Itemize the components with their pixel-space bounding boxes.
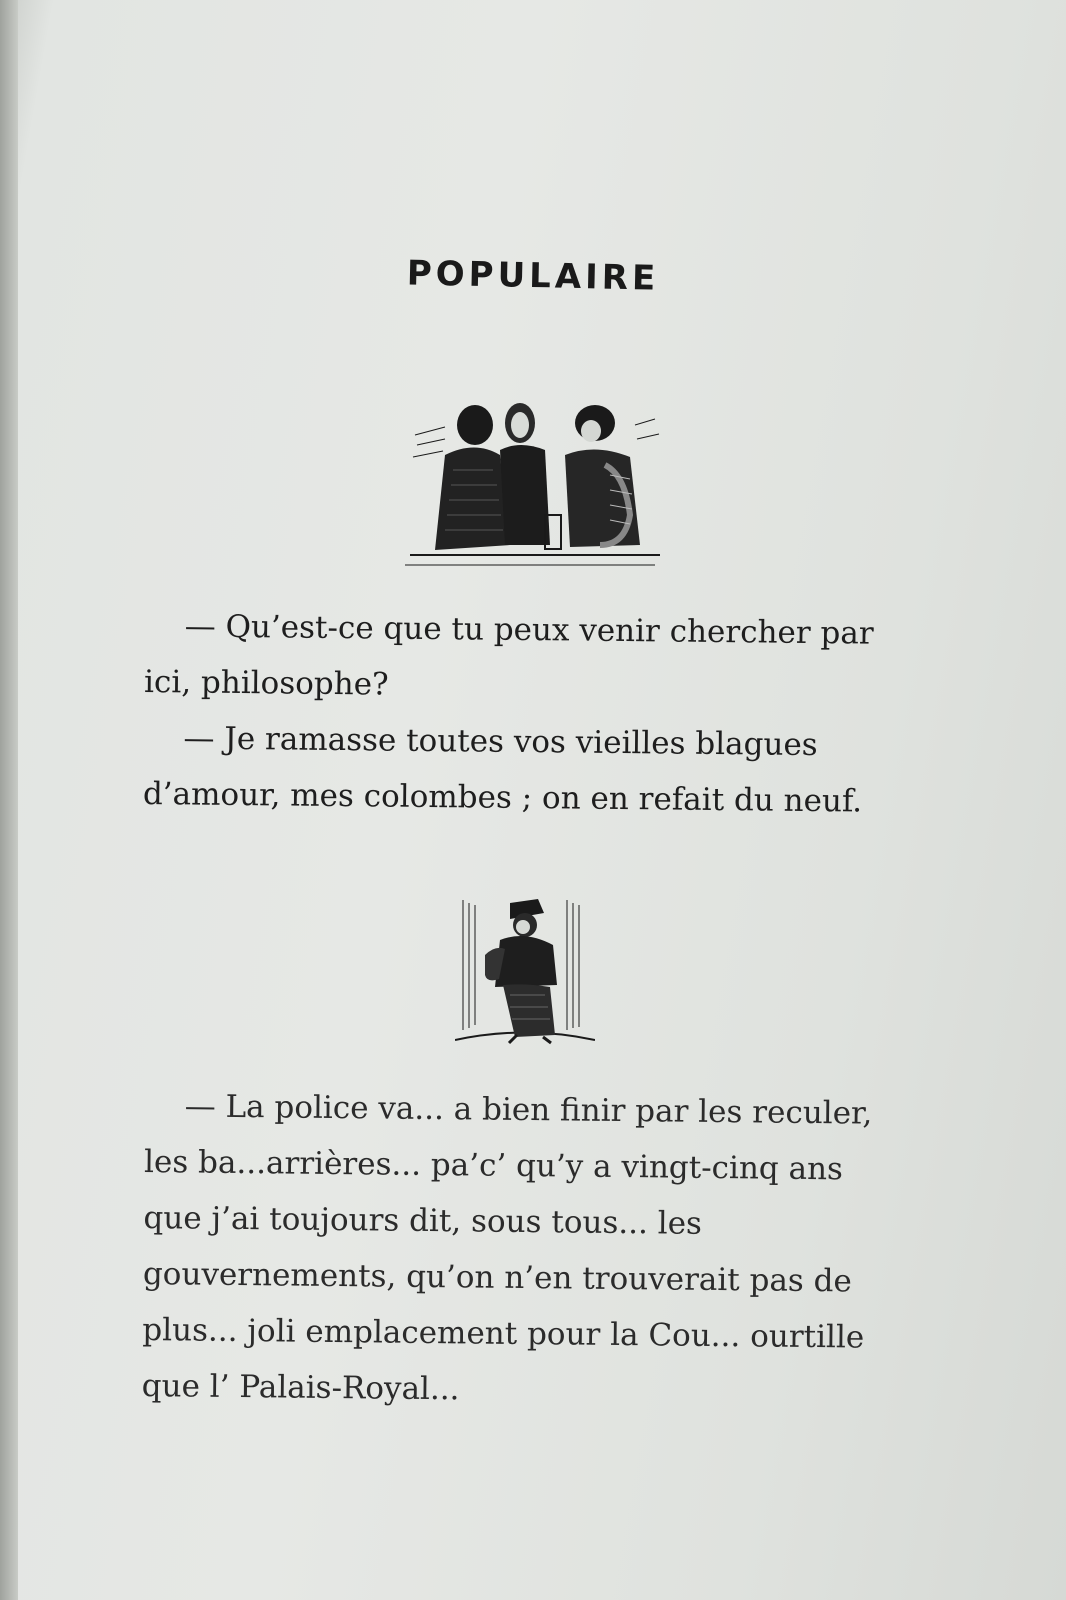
dialogue-block-2 — [141, 1078, 904, 1422]
page-title: POPULAIRE — [406, 253, 660, 299]
dialogue-line: — La police va... a bien finir par les reculer, les ba...arrières... pa’c’ qu’y a vingt-cinq ans que j’ai toujours dit, sous tous... les gouvernements, qu’on n’en trouverait pas de plus... joli emplacement pour la Cou... ourtille que l’ Palais-Royal... — [141, 1088, 873, 1408]
dialogue-line: — Je ramasse toutes vos vieilles blagues d’amour, mes colombes ; on en refait du neuf. — [142, 720, 863, 820]
page-edge — [0, 0, 18, 1600]
dialogue-block-1 — [143, 598, 905, 830]
stooped-old-man-engraving — [455, 895, 595, 1055]
dialogue-line: — Qu’est-ce que tu peux venir chercher par ici, philosophe? — [143, 608, 874, 703]
group-of-three-figures-engraving — [405, 395, 665, 575]
